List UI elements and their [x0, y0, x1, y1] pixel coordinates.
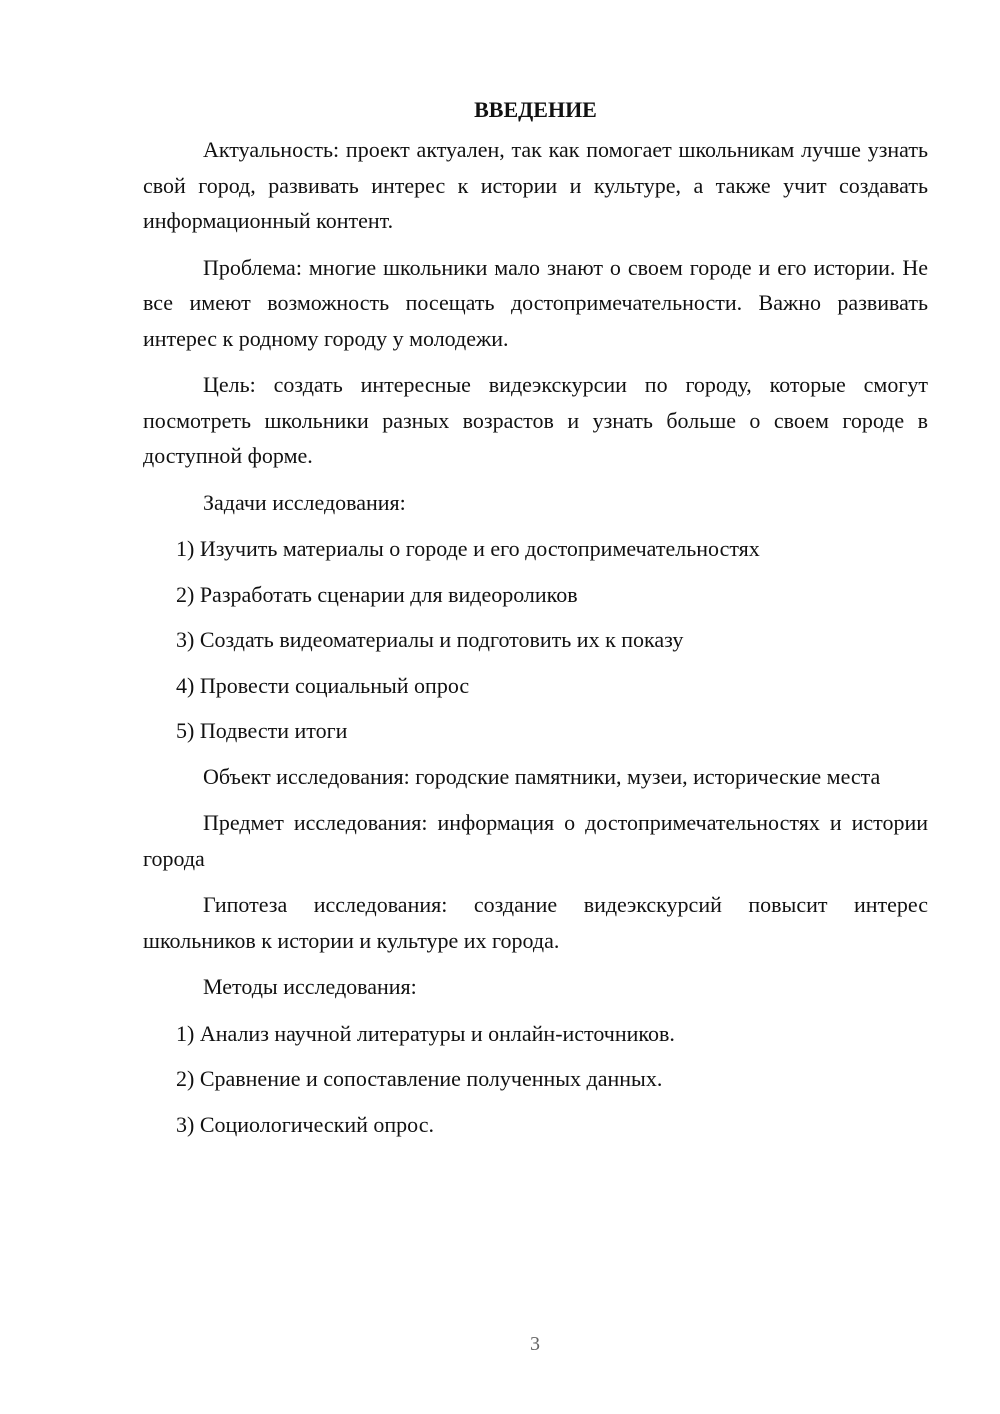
list-item: 4) Провести социальный опрос	[176, 672, 470, 698]
methods-list	[143, 1016, 928, 1143]
list-item: 3) Создать видеоматериалы и подготовить их к показу	[176, 627, 684, 652]
list-item: 1) Анализ научной литературы и онлайн-источников.	[176, 1020, 675, 1046]
subject-paragraph: Предмет исследования: информация о достопримечательностях и истории города	[143, 810, 928, 871]
methods-label: Методы исследования:	[203, 974, 417, 999]
list-item: 1) Изучить материалы о городе и его достопримечательностях	[176, 536, 760, 561]
page-number: 3	[530, 1333, 540, 1355]
list-item: 5) Подвести итоги	[176, 718, 348, 743]
object-paragraph: Объект исследования: городские памятники, музеи, исторические места	[203, 763, 881, 789]
list-item: 2) Сравнение и сопоставление полученных данных.	[176, 1066, 663, 1091]
document-page	[143, 94, 928, 1152]
page-title: ВВЕДЕНИЕ	[474, 97, 597, 122]
problem-paragraph: Проблема: многие школьники мало знают о своем городе и его истории. Не все имеют возможность посещать достопримечательности. Важно развивать интерес к родному городу у молодежи.	[143, 254, 928, 351]
goal-paragraph: Цель: создать интересные видеэкскурсии по городу, которые смогут посмотреть школьники разных возрастов и узнать больше о своем городе в доступной форме.	[143, 372, 928, 468]
relevance-paragraph: Актуальность: проект актуален, так как помогает школьникам лучше узнать свой город, развивать интерес к истории и культуре, а также учит создавать информационный контент.	[143, 137, 928, 233]
list-item: 3) Социологический опрос.	[176, 1111, 434, 1137]
hypothesis-paragraph: Гипотеза исследования: создание видеэкскурсий повысит интерес школьников к истории и культуре их города.	[143, 892, 928, 953]
list-item: 2) Разработать сценарии для видеороликов	[176, 581, 578, 607]
tasks-list	[143, 531, 928, 749]
tasks-label: Задачи исследования:	[203, 489, 406, 515]
